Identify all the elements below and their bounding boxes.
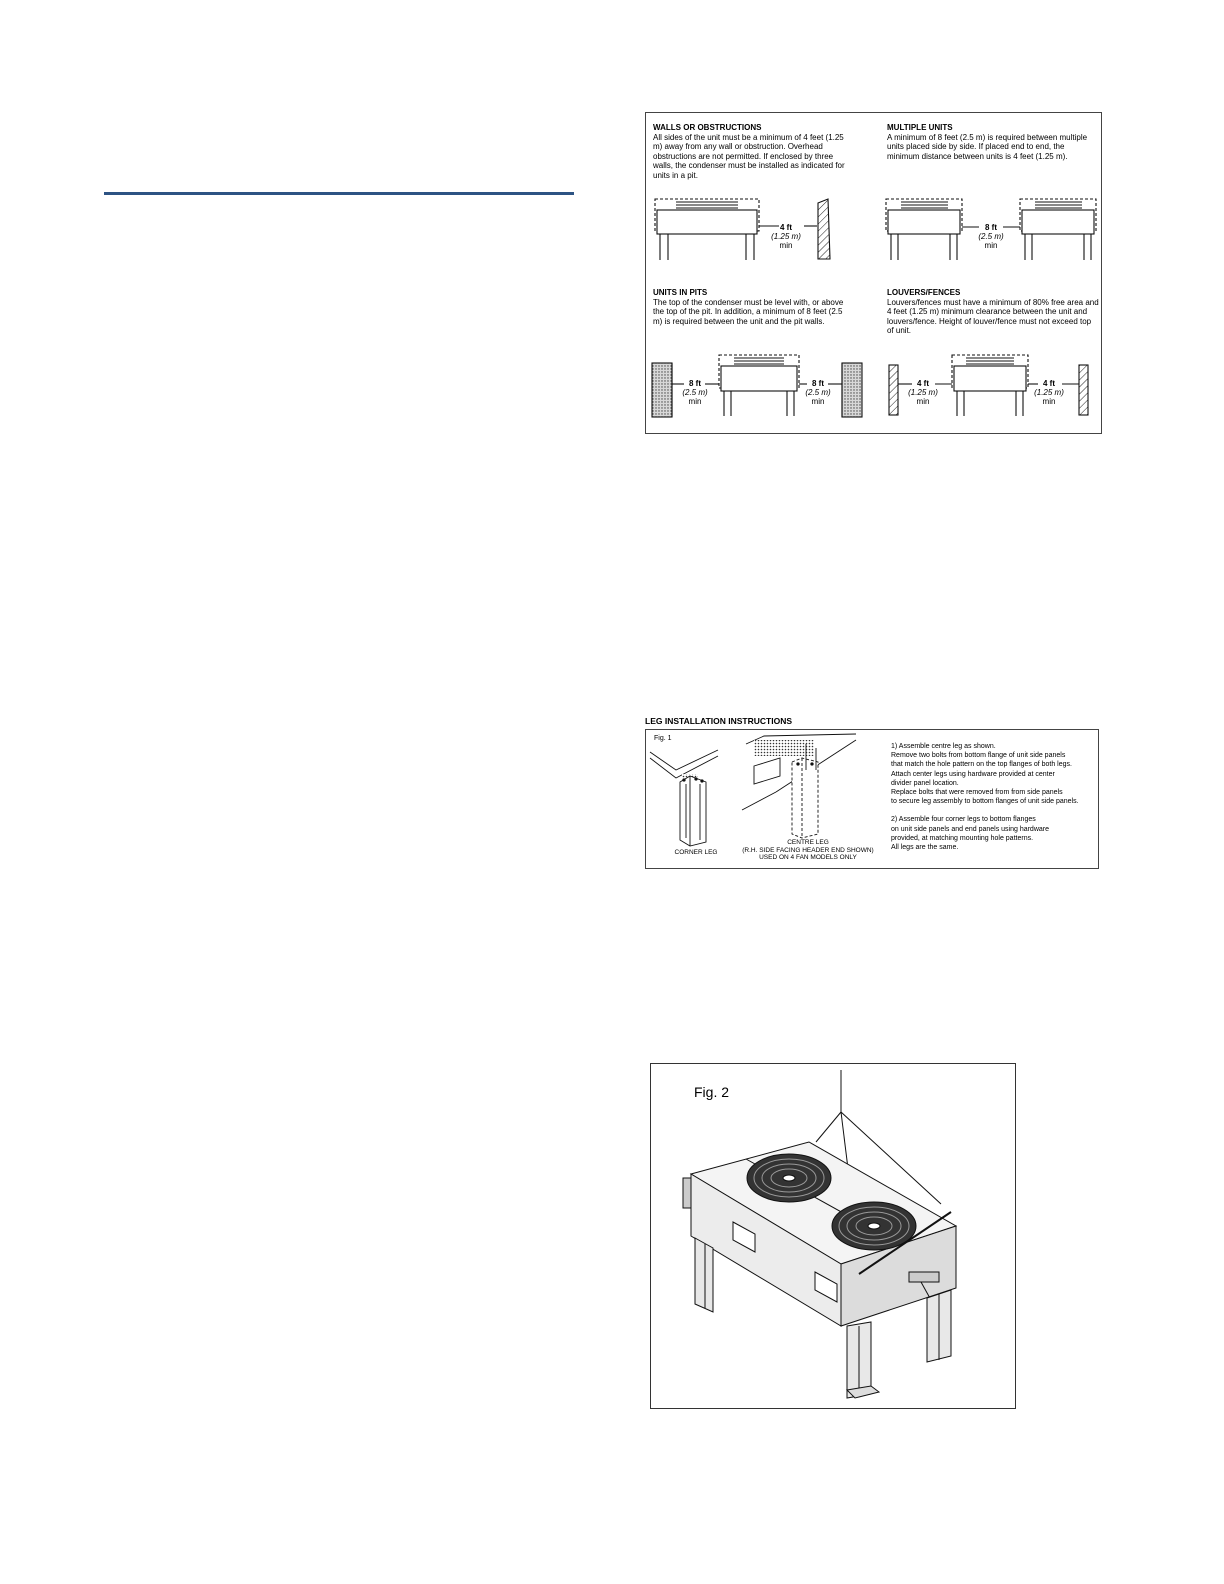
walls-distance-label bbox=[764, 223, 808, 250]
louvers-left-dist-min: min bbox=[916, 397, 930, 406]
step2-line-1: 2) Assemble four corner legs to bottom flanges bbox=[891, 816, 1036, 824]
louvers-right-dist-ft: 4 ft bbox=[1043, 379, 1055, 388]
pits-right-dist-ft: 8 ft bbox=[812, 379, 824, 388]
walls-section bbox=[653, 123, 853, 181]
pits-left-distance-label bbox=[673, 379, 717, 406]
pits-body: The top of the condenser must be level with, or above the top of the pit. In addition, a minimum of 8 feet (2.5 m) is required between the unit and the pit walls. bbox=[653, 297, 844, 326]
step2-line-2: on unit side panels and end panels using hardware bbox=[891, 825, 1050, 833]
centre-caption-line-3: USED ON 4 FAN MODELS ONLY bbox=[759, 854, 857, 861]
louvers-right-distance-label bbox=[1027, 379, 1071, 406]
step1-line-2: Remove two bolts from bottom flange of unit side panels bbox=[891, 752, 1066, 760]
step2-line-3: provided, at matching mounting hole patterns. bbox=[891, 834, 1034, 842]
step1-line-3: that match the hole pattern on the top flanges of both legs. bbox=[891, 761, 1072, 769]
pits-section bbox=[653, 288, 853, 326]
walls-dist-min: min bbox=[779, 241, 793, 250]
step1-line-6: Replace bolts that were removed from from side panels bbox=[891, 789, 1063, 797]
centre-leg-caption bbox=[738, 839, 878, 862]
step1-line-1: 1) Assemble centre leg as shown. bbox=[891, 743, 996, 750]
pits-left-dist-min: min bbox=[688, 397, 702, 406]
step1-line-7: to secure leg assembly to bottom flanges of unit side panels. bbox=[891, 798, 1079, 806]
pits-heading: UNITS IN PITS bbox=[653, 288, 708, 297]
multiple-heading: MULTIPLE UNITS bbox=[887, 123, 953, 132]
walls-body: All sides of the unit must be a minimum of 4 feet (1.25 m) away from any wall or obstruction. Overhead obstructions are not permitted. If enclosed by three walls, the condenser must be installed as indicated for units in a pit. bbox=[653, 132, 845, 180]
leg-installation-title: LEG INSTALLATION INSTRUCTIONS bbox=[645, 716, 793, 726]
leg-installation-steps bbox=[891, 742, 1101, 852]
multiple-dist-m: (2.5 m) bbox=[978, 232, 1004, 241]
leg-installation-figure bbox=[645, 729, 1099, 869]
corner-leg-drawing bbox=[650, 750, 718, 846]
corner-leg-caption: CORNER LEG bbox=[674, 849, 718, 856]
louvers-left-dist-m: (1.25 m) bbox=[908, 388, 938, 397]
pits-right-dist-min: min bbox=[811, 397, 825, 406]
centre-leg-drawing bbox=[742, 734, 856, 838]
multiple-section bbox=[887, 123, 1099, 161]
pits-left-dist-m: (2.5 m) bbox=[682, 388, 708, 397]
louvers-heading: LOUVERS/FENCES bbox=[887, 288, 961, 297]
condenser-drawing bbox=[651, 1064, 1017, 1410]
fig2-condenser-illustration bbox=[650, 1063, 1016, 1409]
multiple-distance-label bbox=[969, 223, 1013, 250]
pits-right-dist-m: (2.5 m) bbox=[805, 388, 831, 397]
step2-line-4: All legs are the same. bbox=[891, 844, 959, 852]
louvers-left-distance-label bbox=[901, 379, 945, 406]
multiple-dist-min: min bbox=[984, 241, 998, 250]
louvers-body: Louvers/fences must have a minimum of 80% free area and 4 feet (1.25 m) minimum clearance between the unit and louvers/fence. Height of louver/fence must not exceed top of unit. bbox=[887, 297, 1099, 336]
louvers-right-dist-m: (1.25 m) bbox=[1034, 388, 1064, 397]
section-rule bbox=[104, 192, 574, 195]
fig1-label: Fig. 1 bbox=[654, 735, 672, 742]
walls-obstruction-drawing bbox=[818, 199, 830, 259]
walls-dist-ft: 4 ft bbox=[780, 223, 792, 232]
clearance-requirements-figure bbox=[645, 112, 1102, 434]
centre-caption-line-1: CENTRE LEG bbox=[787, 839, 829, 846]
fig2-label: Fig. 2 bbox=[694, 1084, 730, 1100]
multiple-dist-ft: 8 ft bbox=[985, 223, 997, 232]
multiple-body: A minimum of 8 feet (2.5 m) is required between multiple units placed side by side. If placed end to end, the minimum distance between units is 4 feet (1.25 m). bbox=[887, 132, 1088, 161]
louvers-section bbox=[887, 288, 1099, 336]
louvers-left-dist-ft: 4 ft bbox=[917, 379, 929, 388]
pits-left-dist-ft: 8 ft bbox=[689, 379, 701, 388]
walls-heading: WALLS OR OBSTRUCTIONS bbox=[653, 123, 762, 132]
step1-line-4: Attach center legs using hardware provided at center bbox=[891, 770, 1055, 778]
louvers-right-dist-min: min bbox=[1042, 397, 1056, 406]
walls-dist-m: (1.25 m) bbox=[771, 232, 801, 241]
pits-right-distance-label bbox=[796, 379, 840, 406]
step1-line-5: divider panel location. bbox=[891, 779, 959, 787]
centre-caption-line-2: (R.H. SIDE FACING HEADER END SHOWN) bbox=[742, 846, 874, 854]
